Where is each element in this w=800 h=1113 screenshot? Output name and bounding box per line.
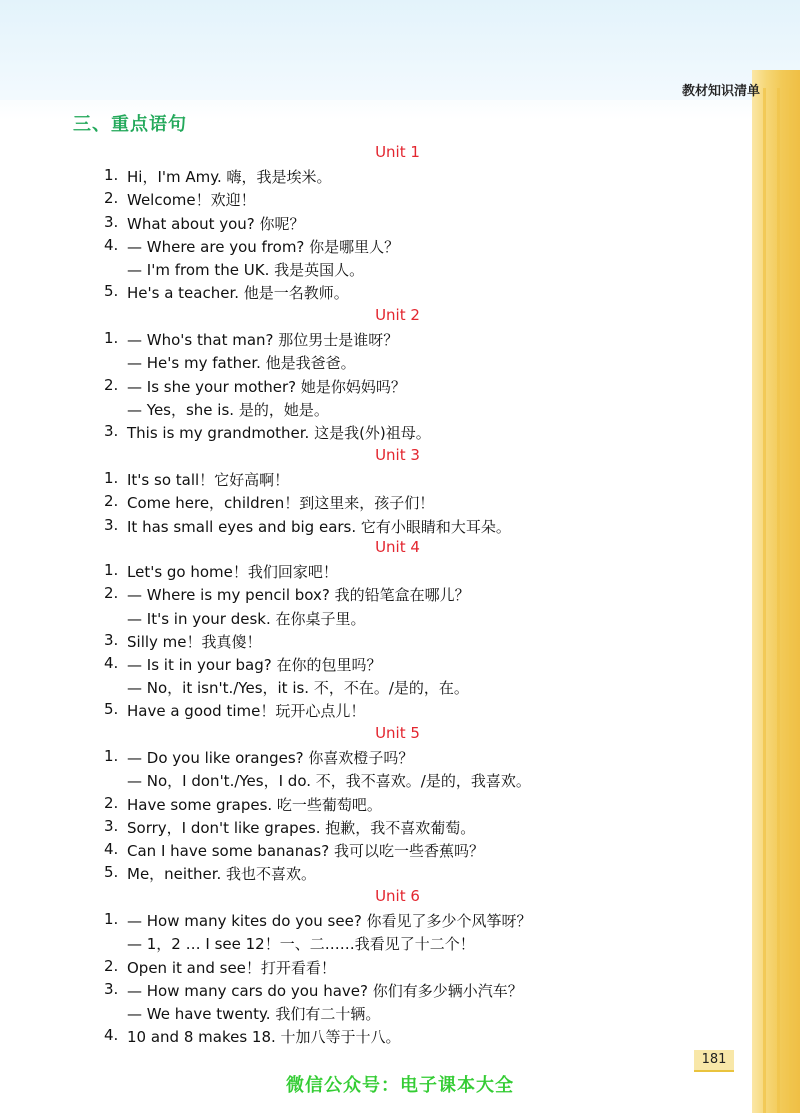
sentence-text: — No，I don't./Yes，I do. 不，我不喜欢。/是的，我喜欢。 xyxy=(127,772,531,791)
sentence-number: 3. xyxy=(104,422,119,440)
sentence-text: — Where are you from? 你是哪里人？ xyxy=(127,237,400,256)
sentence-text: Silly me！我真傻！ xyxy=(127,632,262,651)
page-edge-stripe xyxy=(763,88,766,1113)
sentence-number: 1. xyxy=(104,469,119,488)
sentence-text: Sorry，I don't like grapes. 抱歉，我不喜欢葡萄。 xyxy=(127,818,476,837)
sentence-number: 5. xyxy=(104,282,119,301)
sentence-text: Let's go home！我们回家吧！ xyxy=(127,563,338,582)
sentence-text: — I'm from the UK. 我是英国人。 xyxy=(127,261,365,279)
sentence-text: — Is it in your bag? 在你的包里吗？ xyxy=(127,656,382,674)
sentence-text: 10 and 8 makes 18. 十加八等于十八。 xyxy=(127,1028,401,1047)
sentence-number: 3. xyxy=(104,630,119,649)
sentence-number: 3. xyxy=(104,816,119,835)
sentence-text: — Who's that man? 那位男士是谁呀？ xyxy=(127,331,399,350)
sentence-number: 2. xyxy=(104,375,119,394)
sentence-number: 2. xyxy=(104,189,119,208)
sentence-text: Me，neither. 我也不喜欢。 xyxy=(127,865,317,884)
sentence-text: — No，it isn't./Yes，it is. 不，不在。/是的，在。 xyxy=(127,679,469,698)
sentence-text: — It's in your desk. 在你桌子里。 xyxy=(127,609,366,628)
sentence-number: 5. xyxy=(104,700,119,719)
sentence-text: — Where is my pencil box? 我的铅笔盒在哪儿？ xyxy=(127,586,470,605)
sentence-number: 4. xyxy=(104,840,119,858)
sentence-number: 3. xyxy=(104,979,119,998)
sentence-text: Welcome！欢迎！ xyxy=(127,191,256,210)
unit-title: Unit 6 xyxy=(375,887,420,905)
header-label: 教材知识清单 xyxy=(681,84,760,99)
sentence-number: 1. xyxy=(104,329,119,348)
sentence-number: 2. xyxy=(104,793,119,812)
sentence-text: — We have twenty. 我们有二十辆。 xyxy=(127,1005,381,1023)
sentence-text: Open it and see！打开看看！ xyxy=(127,958,336,977)
sentence-text: Have a good time！玩开心点儿！ xyxy=(127,702,366,721)
sentence-number: 4. xyxy=(104,235,119,254)
sentence-text: Come here，children！到这里来，孩子们！ xyxy=(127,494,435,513)
watermark-text: 微信公众号：电子课本大全 xyxy=(286,1075,514,1096)
sentence-text: He's a teacher. 他是一名教师。 xyxy=(127,284,349,303)
page-number: 181 xyxy=(694,1050,734,1072)
sentence-number: 5. xyxy=(104,863,119,882)
sentence-text: Hi，I'm Amy. 嗨，我是埃米。 xyxy=(127,168,332,187)
sentence-number: 2. xyxy=(104,584,119,603)
sentence-text: What about you? 你呢？ xyxy=(127,214,305,233)
sentence-text: It has small eyes and big ears. 它有小眼睛和大耳朵。 xyxy=(127,517,511,536)
sentence-number: 3. xyxy=(104,212,119,231)
sentence-text: It's so tall！它好高啊！ xyxy=(127,471,290,490)
sentence-text: — Is she your mother? 她是你妈妈吗？ xyxy=(127,377,406,396)
sentence-number: 1. xyxy=(104,747,119,766)
sentence-text: — Do you like oranges? 你喜欢橙子吗？ xyxy=(127,749,414,768)
sentence-number: 2. xyxy=(104,956,119,975)
sentence-text: — Yes，she is. 是的，她是。 xyxy=(127,400,329,419)
page-edge-stripe xyxy=(777,88,780,1113)
section-title: 三、重点语句 xyxy=(73,114,187,135)
sentence-text: — How many kites do you see? 你看见了多少个风筝呀？ xyxy=(127,912,532,931)
sentence-number: 1. xyxy=(104,910,119,929)
sentence-text: Can I have some bananas? 我可以吃一些香蕉吗？ xyxy=(127,842,484,860)
sentence-text: Have some grapes. 吃一些葡萄吧。 xyxy=(127,795,382,814)
unit-title: Unit 3 xyxy=(375,446,420,464)
unit-title: Unit 4 xyxy=(375,538,420,556)
sentence-text: — How many cars do you have? 你们有多少辆小汽车？ xyxy=(127,981,523,1000)
sentence-number: 1. xyxy=(104,561,119,580)
unit-title: Unit 2 xyxy=(375,306,420,324)
page-edge-stripe xyxy=(789,88,792,1113)
sentence-text: — He's my father. 他是我爸爸。 xyxy=(127,354,356,373)
sentence-number: 4. xyxy=(104,1026,119,1045)
sentence-number: 1. xyxy=(104,166,119,185)
sentence-text: This is my grandmother. 这是我(外)祖母。 xyxy=(127,424,431,442)
unit-title: Unit 5 xyxy=(375,724,420,742)
page-edge-decoration xyxy=(752,70,800,1113)
unit-title: Unit 1 xyxy=(375,143,420,161)
sentence-number: 4. xyxy=(104,654,119,672)
sentence-text: — 1，2 … I see 12！一、二……我看见了十二个！ xyxy=(127,935,475,954)
sentence-number: 2. xyxy=(104,492,119,511)
sentence-number: 3. xyxy=(104,515,119,534)
